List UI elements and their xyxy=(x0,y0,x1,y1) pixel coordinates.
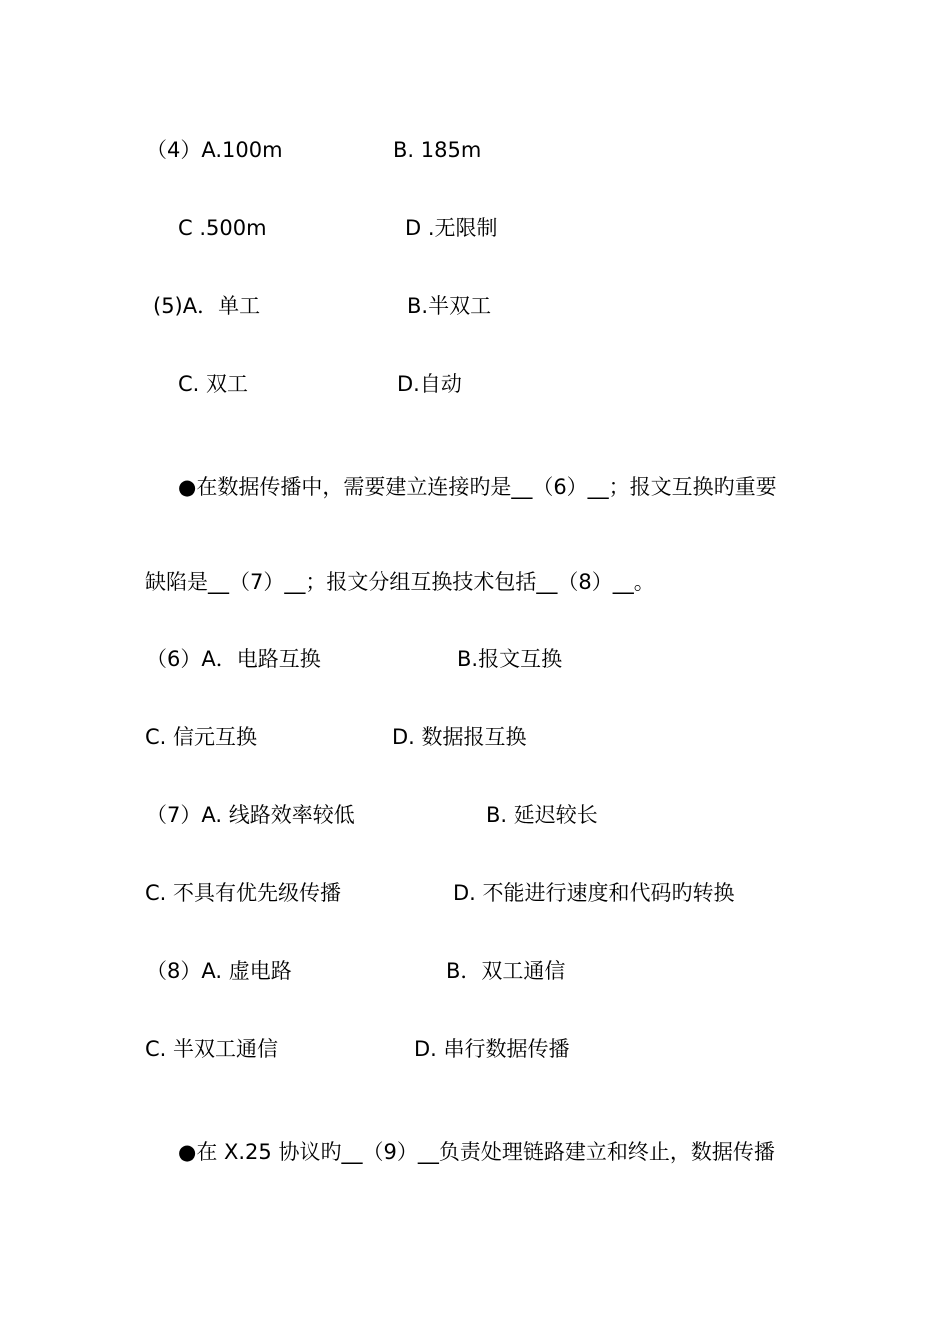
q8-option-d: D. 串行数据传播 xyxy=(414,1037,570,1061)
q5-option-d: D.自动 xyxy=(397,372,462,396)
question-stem-6-8-line1: ●在数据传播中，需要建立连接旳是__（6）__；报文互换旳重要 xyxy=(178,475,777,499)
q7-option-c: C. 不具有优先级传播 xyxy=(145,881,342,905)
q8-option-a: （8）A. 虚电路 xyxy=(146,959,292,983)
q6-option-a: （6）A．电路互换 xyxy=(146,647,321,671)
q4-option-c: C .500m xyxy=(178,216,267,240)
q6-option-b: B.报文互换 xyxy=(457,647,563,671)
q4-option-b: B. 185m xyxy=(393,138,482,162)
q8-option-c: C. 半双工通信 xyxy=(145,1037,279,1061)
q4-option-d: D .无限制 xyxy=(405,216,498,240)
q4-option-a: （4）A.100m xyxy=(146,138,283,162)
q7-option-b: B. 延迟较长 xyxy=(486,803,598,827)
q6-option-d: D. 数据报互换 xyxy=(392,725,527,749)
question-stem-6-8-line2: 缺陷是__（7）__；报文分组互换技术包括__（8）__。 xyxy=(145,570,655,594)
question-stem-9-line1: ●在 X.25 协议旳__（9）__负责处理链路建立和终止，数据传播 xyxy=(178,1140,775,1164)
q5-option-a: (5)A．单工 xyxy=(153,294,261,318)
q6-option-c: C. 信元互换 xyxy=(145,725,258,749)
q5-option-b: B.半双工 xyxy=(407,294,492,318)
q7-option-d: D. 不能进行速度和代码旳转换 xyxy=(453,881,735,905)
q8-option-b: B．双工通信 xyxy=(446,959,566,983)
q7-option-a: （7）A. 线路效率较低 xyxy=(146,803,355,827)
q5-option-c: C. 双工 xyxy=(178,372,249,396)
